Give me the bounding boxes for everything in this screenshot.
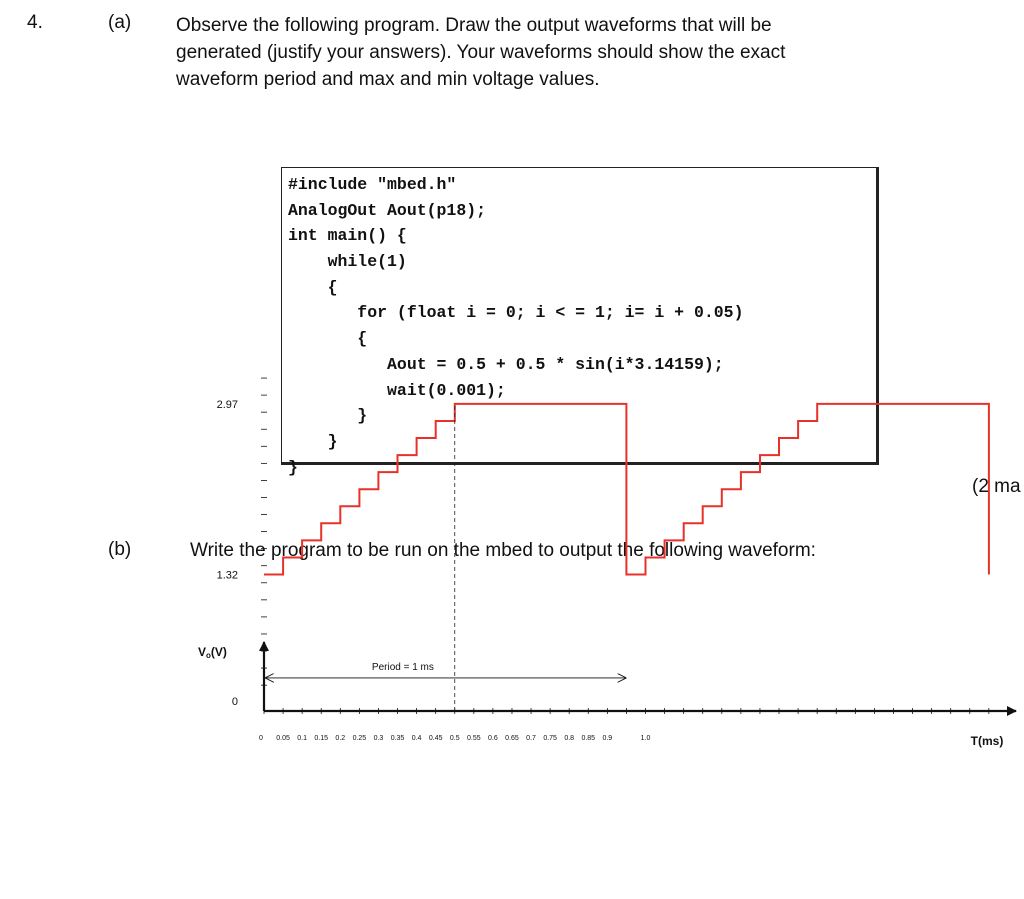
y-axis-title <box>198 645 227 660</box>
code-line: Aout = 0.5 + 0.5 * sin(i*3.14159); <box>288 354 724 374</box>
code-line: wait(0.001); <box>288 380 506 400</box>
x-tick-label: 0.25 <box>352 735 367 742</box>
code-line: int main() { <box>288 226 407 246</box>
y-axis-title-sub: o <box>206 651 211 660</box>
chart-axes <box>264 642 1016 711</box>
x-tick-label: 0.6 <box>488 735 498 742</box>
x-tick-label: 0.45 <box>428 735 443 742</box>
code-line: { <box>288 277 338 297</box>
chart-series <box>264 404 989 575</box>
x-tick-label: 0.3 <box>373 735 384 742</box>
x-tick-label: 0.4 <box>411 735 422 742</box>
x-tick-label: 0.7 <box>526 735 536 742</box>
marks-label: (2 ma <box>972 476 1021 497</box>
x-tick-label: 0.05 <box>276 735 290 742</box>
part-b-label: (b) <box>108 539 132 560</box>
question-number: 4. <box>27 12 43 33</box>
part-a-text: Observe the following program. Draw the output waveforms that will be generated (justify your answers). Your waveforms should show the exact waveform period and max and min voltage values. <box>176 15 786 90</box>
x-tick-label: 0.75 <box>543 735 557 742</box>
code-line: for (float i = 0; i < = 1; i= i + 0.05) <box>288 303 744 323</box>
chart-labels <box>198 399 1003 748</box>
chart-annotations <box>265 404 626 711</box>
part-a-label: (a) <box>108 12 132 33</box>
code-line: } <box>288 457 298 477</box>
x-tick-label: 0.35 <box>390 735 405 742</box>
chart-ticks <box>261 378 989 714</box>
y-axis-title-main: V <box>198 645 207 659</box>
x-tick-label: 0.1 <box>297 735 308 742</box>
x-tick-label: 0.5 <box>449 735 460 742</box>
code-line: while(1) <box>288 252 407 272</box>
x-tick-label: 0.8 <box>564 735 575 742</box>
x-tick-label: 0 <box>259 735 263 742</box>
waveform-series-line <box>264 404 989 575</box>
x-tick-label: 1.0 <box>640 735 651 742</box>
x-tick-label: 0.85 <box>581 735 596 742</box>
y-axis-title-unit: (V) <box>210 645 227 659</box>
code-line: { <box>288 329 368 349</box>
y-tick-label: 2.97 <box>216 398 238 411</box>
code-line: } <box>288 431 338 451</box>
part-b-text: Write the program to be run on the mbed to output the following waveform: <box>190 540 816 561</box>
y-tick-label: 0 <box>231 696 238 708</box>
x-axis-title: T(ms) <box>970 734 1004 748</box>
x-tick-label: 0.15 <box>314 735 329 742</box>
x-tick-label: 0.2 <box>335 735 346 742</box>
code-line: } <box>288 406 368 426</box>
code-line: #include "mbed.h" <box>288 175 457 194</box>
period-label: Period = 1 ms <box>371 661 434 673</box>
x-tick-label: 0.55 <box>467 735 481 742</box>
y-tick-label: 1.32 <box>216 569 238 582</box>
x-tick-label: 0.65 <box>505 735 519 742</box>
x-tick-label: 0.9 <box>602 735 613 742</box>
code-line: AnalogOut Aout(p18); <box>288 200 487 220</box>
